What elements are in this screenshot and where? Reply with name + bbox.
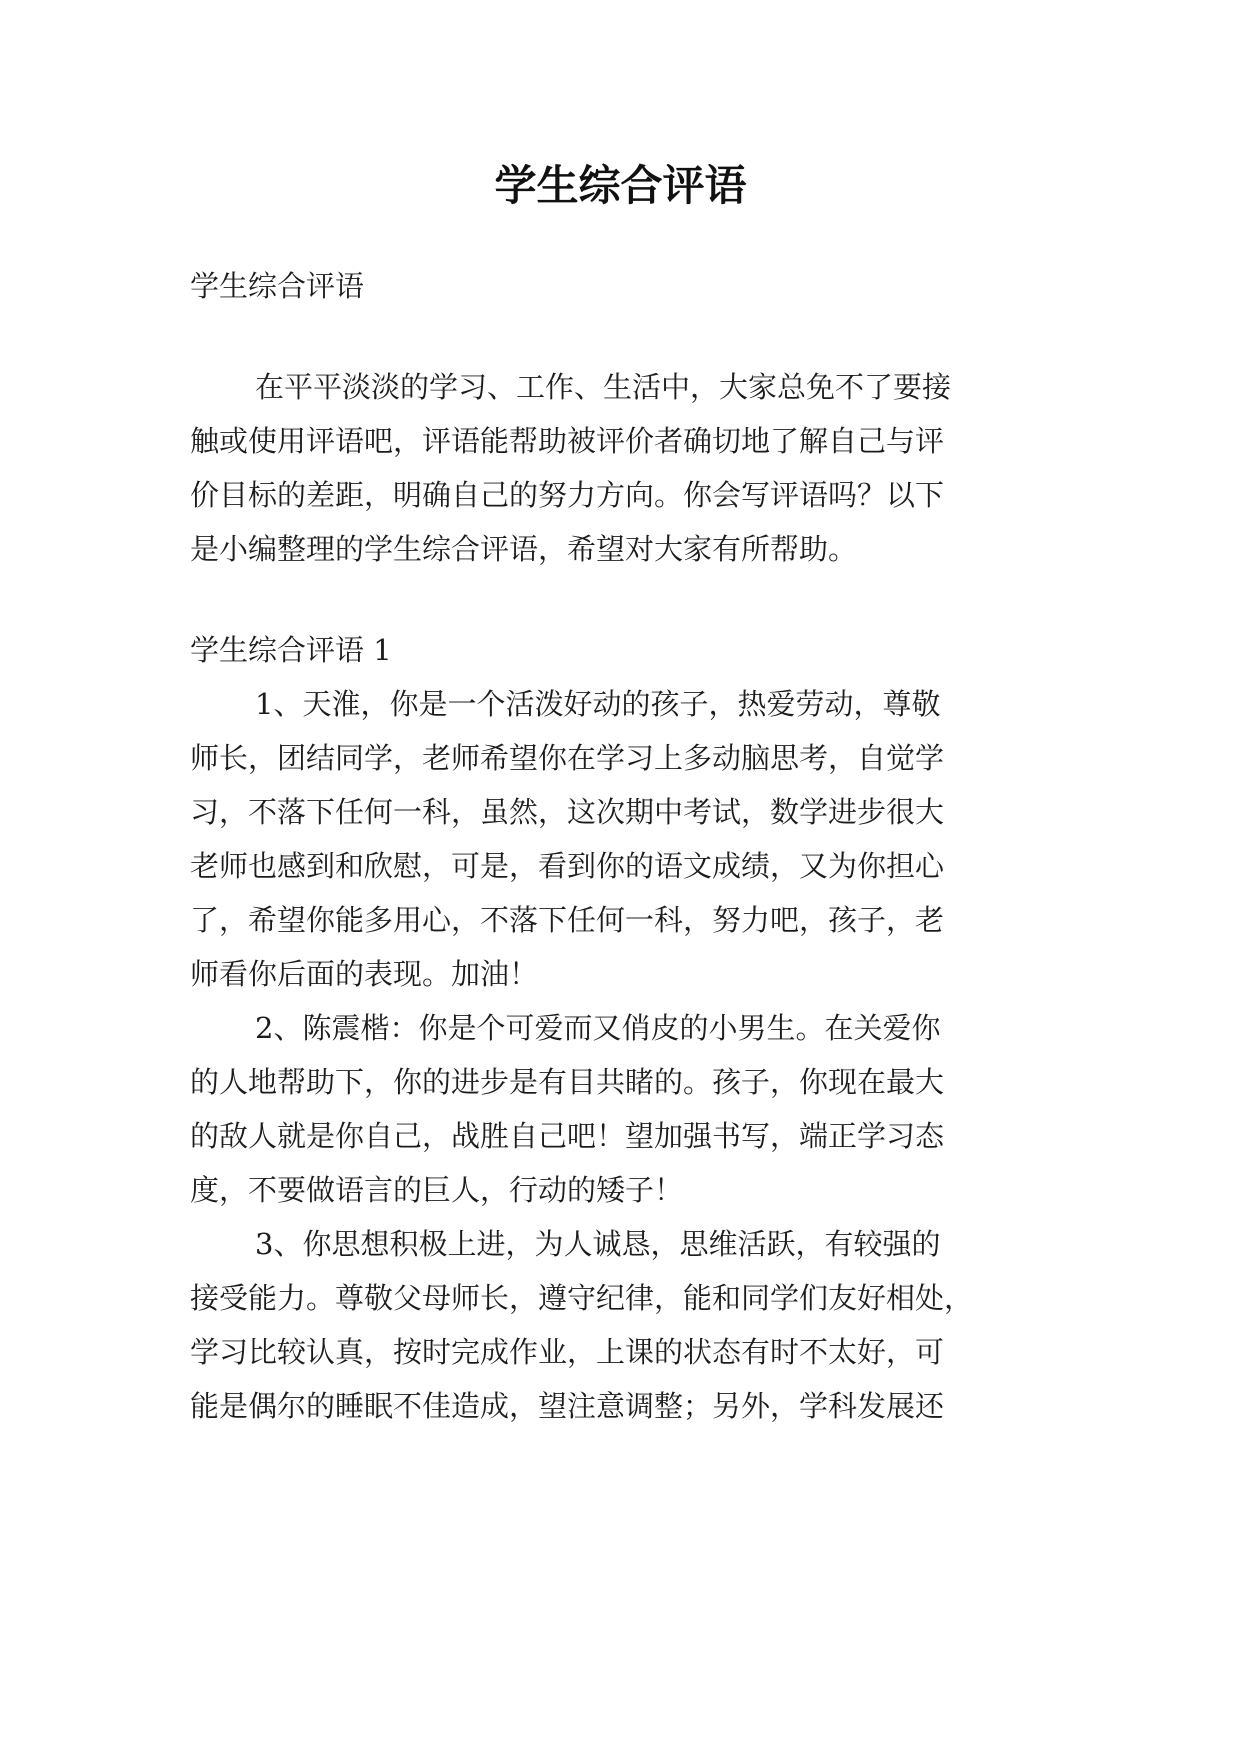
comment-line: 能是偶尔的睡眠不佳造成，望注意调整；另外，学科发展还 — [190, 1389, 945, 1423]
document-title: 学生综合评语 — [494, 161, 747, 210]
comment-line: 习，不落下任何一科，虽然，这次期中考试，数学进步很大 — [190, 795, 945, 829]
comment-line: 3、你思想积极上进，为人诚恳，思维活跃，有较强的 — [255, 1227, 941, 1261]
comment-line: 度，不要做语言的巨人，行动的矮子！ — [190, 1173, 684, 1207]
comment-line: 2、陈震楷：你是个可爱而又俏皮的小男生。在关爱你 — [255, 1011, 941, 1045]
comment-line: 老师也感到和欣慰，可是，看到你的语文成绩，又为你担心 — [190, 849, 945, 883]
section-heading: 学生综合评语 1 — [190, 633, 392, 667]
comment-line: 了，希望你能多用心，不落下任何一科，努力吧，孩子，老 — [190, 903, 945, 937]
comment-line: 的敌人就是你自己，战胜自己吧！望加强书写，端正学习态 — [190, 1119, 945, 1153]
comment-line: 接受能力。尊敬父母师长，遵守纪律，能和同学们友好相处， — [190, 1281, 974, 1315]
intro-line: 触或使用评语吧，评语能帮助被评价者确切地了解自己与评 — [190, 424, 945, 458]
comment-line: 师看你后面的表现。加油！ — [190, 957, 539, 991]
comment-line: 师长，团结同学，老师希望你在学习上多动脑思考，自觉学 — [190, 741, 945, 775]
intro-line: 在平平淡淡的学习、工作、生活中，大家总免不了要接 — [255, 370, 952, 404]
intro-line: 是小编整理的学生综合评语，希望对大家有所帮助。 — [190, 532, 858, 566]
comment-line: 的人地帮助下，你的进步是有目共睹的。孩子，你现在最大 — [190, 1065, 945, 1099]
comment-line: 学习比较认真，按时完成作业，上课的状态有时不太好，可 — [190, 1335, 945, 1369]
document-subtitle: 学生综合评语 — [190, 269, 365, 303]
comment-line: 1、天淮，你是一个活泼好动的孩子，热爱劳动，尊敬 — [255, 687, 941, 721]
intro-line: 价目标的差距，明确自己的努力方向。你会写评语吗？以下 — [190, 478, 945, 512]
